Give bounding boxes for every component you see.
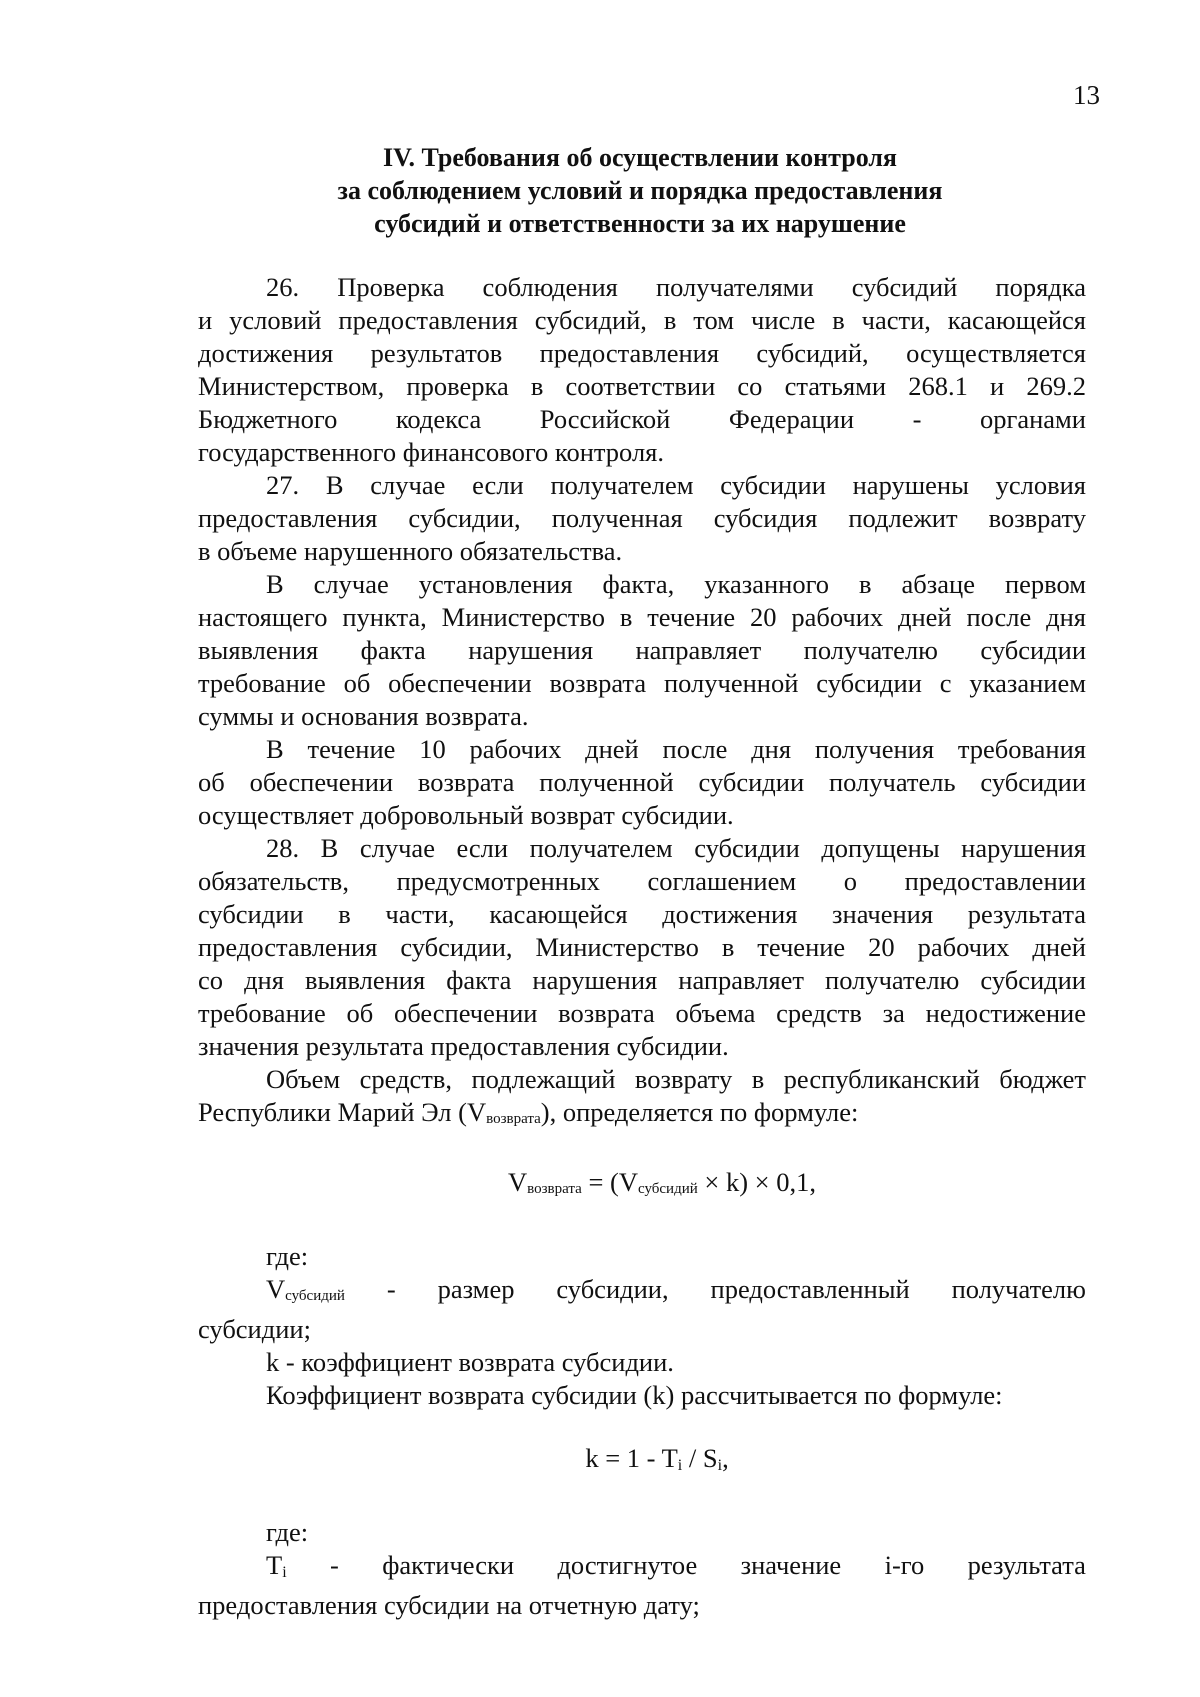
- paragraph-27-second: [198, 568, 1086, 733]
- paragraph-28-second: [198, 1063, 1086, 1136]
- definition-t: [198, 1549, 1086, 1589]
- k-formula-intro: Коэффициент возврата субсидии (k) рассчитывается по формуле:: [266, 1380, 1003, 1410]
- definition-word: фактически: [382, 1550, 515, 1580]
- formula-text: ,: [722, 1443, 729, 1473]
- definition-word: i-го: [884, 1550, 925, 1580]
- text-line: предоставления субсидии, полученная субсидия подлежит возврату: [198, 503, 1086, 533]
- text-line: настоящего пункта, Министерство в течение 20 рабочих дней после дня: [198, 602, 1086, 632]
- formula-text: / S: [682, 1443, 718, 1473]
- subscript: i: [677, 1457, 683, 1474]
- definition-word: достигнутое: [557, 1550, 698, 1580]
- text-line: 26. Проверка соблюдения получателями субсидий порядка: [266, 272, 1086, 302]
- section-heading: [180, 141, 1100, 240]
- definition-term: [266, 1273, 345, 1313]
- formula-text: = (V: [581, 1167, 638, 1197]
- formula-symbol: T: [266, 1550, 283, 1580]
- text-line: требование об обеспечении возврата объема средств за недостижение: [198, 998, 1086, 1028]
- definition-k: k - коэффициент возврата субсидии.: [266, 1347, 674, 1377]
- dash: -: [386, 1274, 396, 1304]
- definition-word: субсидии,: [556, 1274, 669, 1304]
- definition-word: размер: [437, 1274, 515, 1304]
- text-line: государственного финансового контроля.: [198, 437, 664, 467]
- where-label: где:: [266, 1241, 309, 1271]
- subscript: i: [282, 1564, 287, 1581]
- text-line: [198, 1096, 1086, 1136]
- definition-term: [266, 1549, 287, 1589]
- formula-return-volume: [198, 1166, 1086, 1206]
- formula-symbol: V: [508, 1167, 528, 1197]
- heading-line: IV. Требования об осуществлении контроля: [382, 143, 898, 172]
- text-line: осуществляет добровольный возврат субсидии.: [198, 800, 734, 830]
- formula-coefficient: [198, 1442, 1086, 1482]
- text-line: Бюджетного кодекса Российской Федерации - органами: [198, 404, 1086, 434]
- subscript: субсидий: [637, 1181, 698, 1197]
- definition-word: результата: [967, 1550, 1086, 1580]
- text-line: Министерством, проверка в соответствии со статьями 268.1 и 269.2: [198, 371, 1086, 401]
- text-line: достижения результатов предоставления субсидий, осуществляется: [198, 338, 1086, 368]
- formula-text: × k) × 0,1,: [697, 1167, 816, 1197]
- definition-continuation: предоставления субсидии на отчетную дату;: [198, 1590, 700, 1620]
- text-fragment: Республики Марий Эл (V: [198, 1097, 487, 1127]
- text-line: предоставления субсидии, Министерство в течение 20 рабочих дней: [198, 932, 1086, 962]
- text-line: суммы и основания возврата.: [198, 701, 529, 731]
- subscript: возврата: [527, 1181, 582, 1197]
- text-line: Объем средств, подлежащий возврату в республиканский бюджет: [266, 1064, 1086, 1094]
- dash: -: [330, 1550, 339, 1580]
- formula-text: k = 1 - T: [585, 1443, 678, 1473]
- paragraph-28: [198, 832, 1086, 1063]
- text-line: об обеспечении возврата полученной субсидии получатель субсидии: [198, 767, 1086, 797]
- paragraph-27: [198, 469, 1086, 568]
- subscript: субсидий: [285, 1288, 345, 1304]
- heading-line: субсидий и ответственности за их нарушение: [374, 209, 906, 238]
- text-line: со дня выявления факта нарушения направляет получателю субсидии: [198, 965, 1086, 995]
- paragraph-27-third: [198, 733, 1086, 832]
- text-line: в объеме нарушенного обязательства.: [198, 536, 623, 566]
- text-line: требование об обеспечении возврата полученной субсидии с указанием: [198, 668, 1086, 698]
- text-line: 27. В случае если получателем субсидии нарушены условия: [266, 470, 1086, 500]
- formula-symbol: V: [266, 1274, 286, 1304]
- subscript: возврата: [486, 1111, 541, 1127]
- text-line: значения результата предоставления субсидии.: [198, 1031, 729, 1061]
- definition-word: получателю: [951, 1274, 1086, 1304]
- text-line: В случае установления факта, указанного в абзаце первом: [266, 569, 1086, 599]
- where-label: где:: [266, 1517, 309, 1547]
- definition-continuation: субсидии;: [198, 1314, 311, 1344]
- definition-v-subsidy: [198, 1273, 1086, 1313]
- subscript: i: [717, 1457, 723, 1474]
- definition-word: предоставленный: [710, 1274, 910, 1304]
- text-line: 28. В случае если получателем субсидии допущены нарушения: [266, 833, 1086, 863]
- definition-word: значение: [740, 1550, 842, 1580]
- paragraph-26: [198, 271, 1086, 469]
- text-line: обязательств, предусмотренных соглашением о предоставлении: [198, 866, 1086, 896]
- document-body: [198, 271, 1086, 1622]
- heading-line: за соблюдением условий и порядка предоставления: [337, 176, 943, 205]
- text-line: выявления факта нарушения направляет получателю субсидии: [198, 635, 1086, 665]
- text-line: и условий предоставления субсидий, в том числе в части, касающейся: [198, 305, 1086, 335]
- page-number: 13: [1073, 80, 1100, 110]
- text-line: В течение 10 рабочих дней после дня получения требования: [266, 734, 1086, 764]
- text-line: субсидии в части, касающейся достижения значения результата: [198, 899, 1086, 929]
- text-fragment: ), определяется по формуле:: [540, 1097, 859, 1127]
